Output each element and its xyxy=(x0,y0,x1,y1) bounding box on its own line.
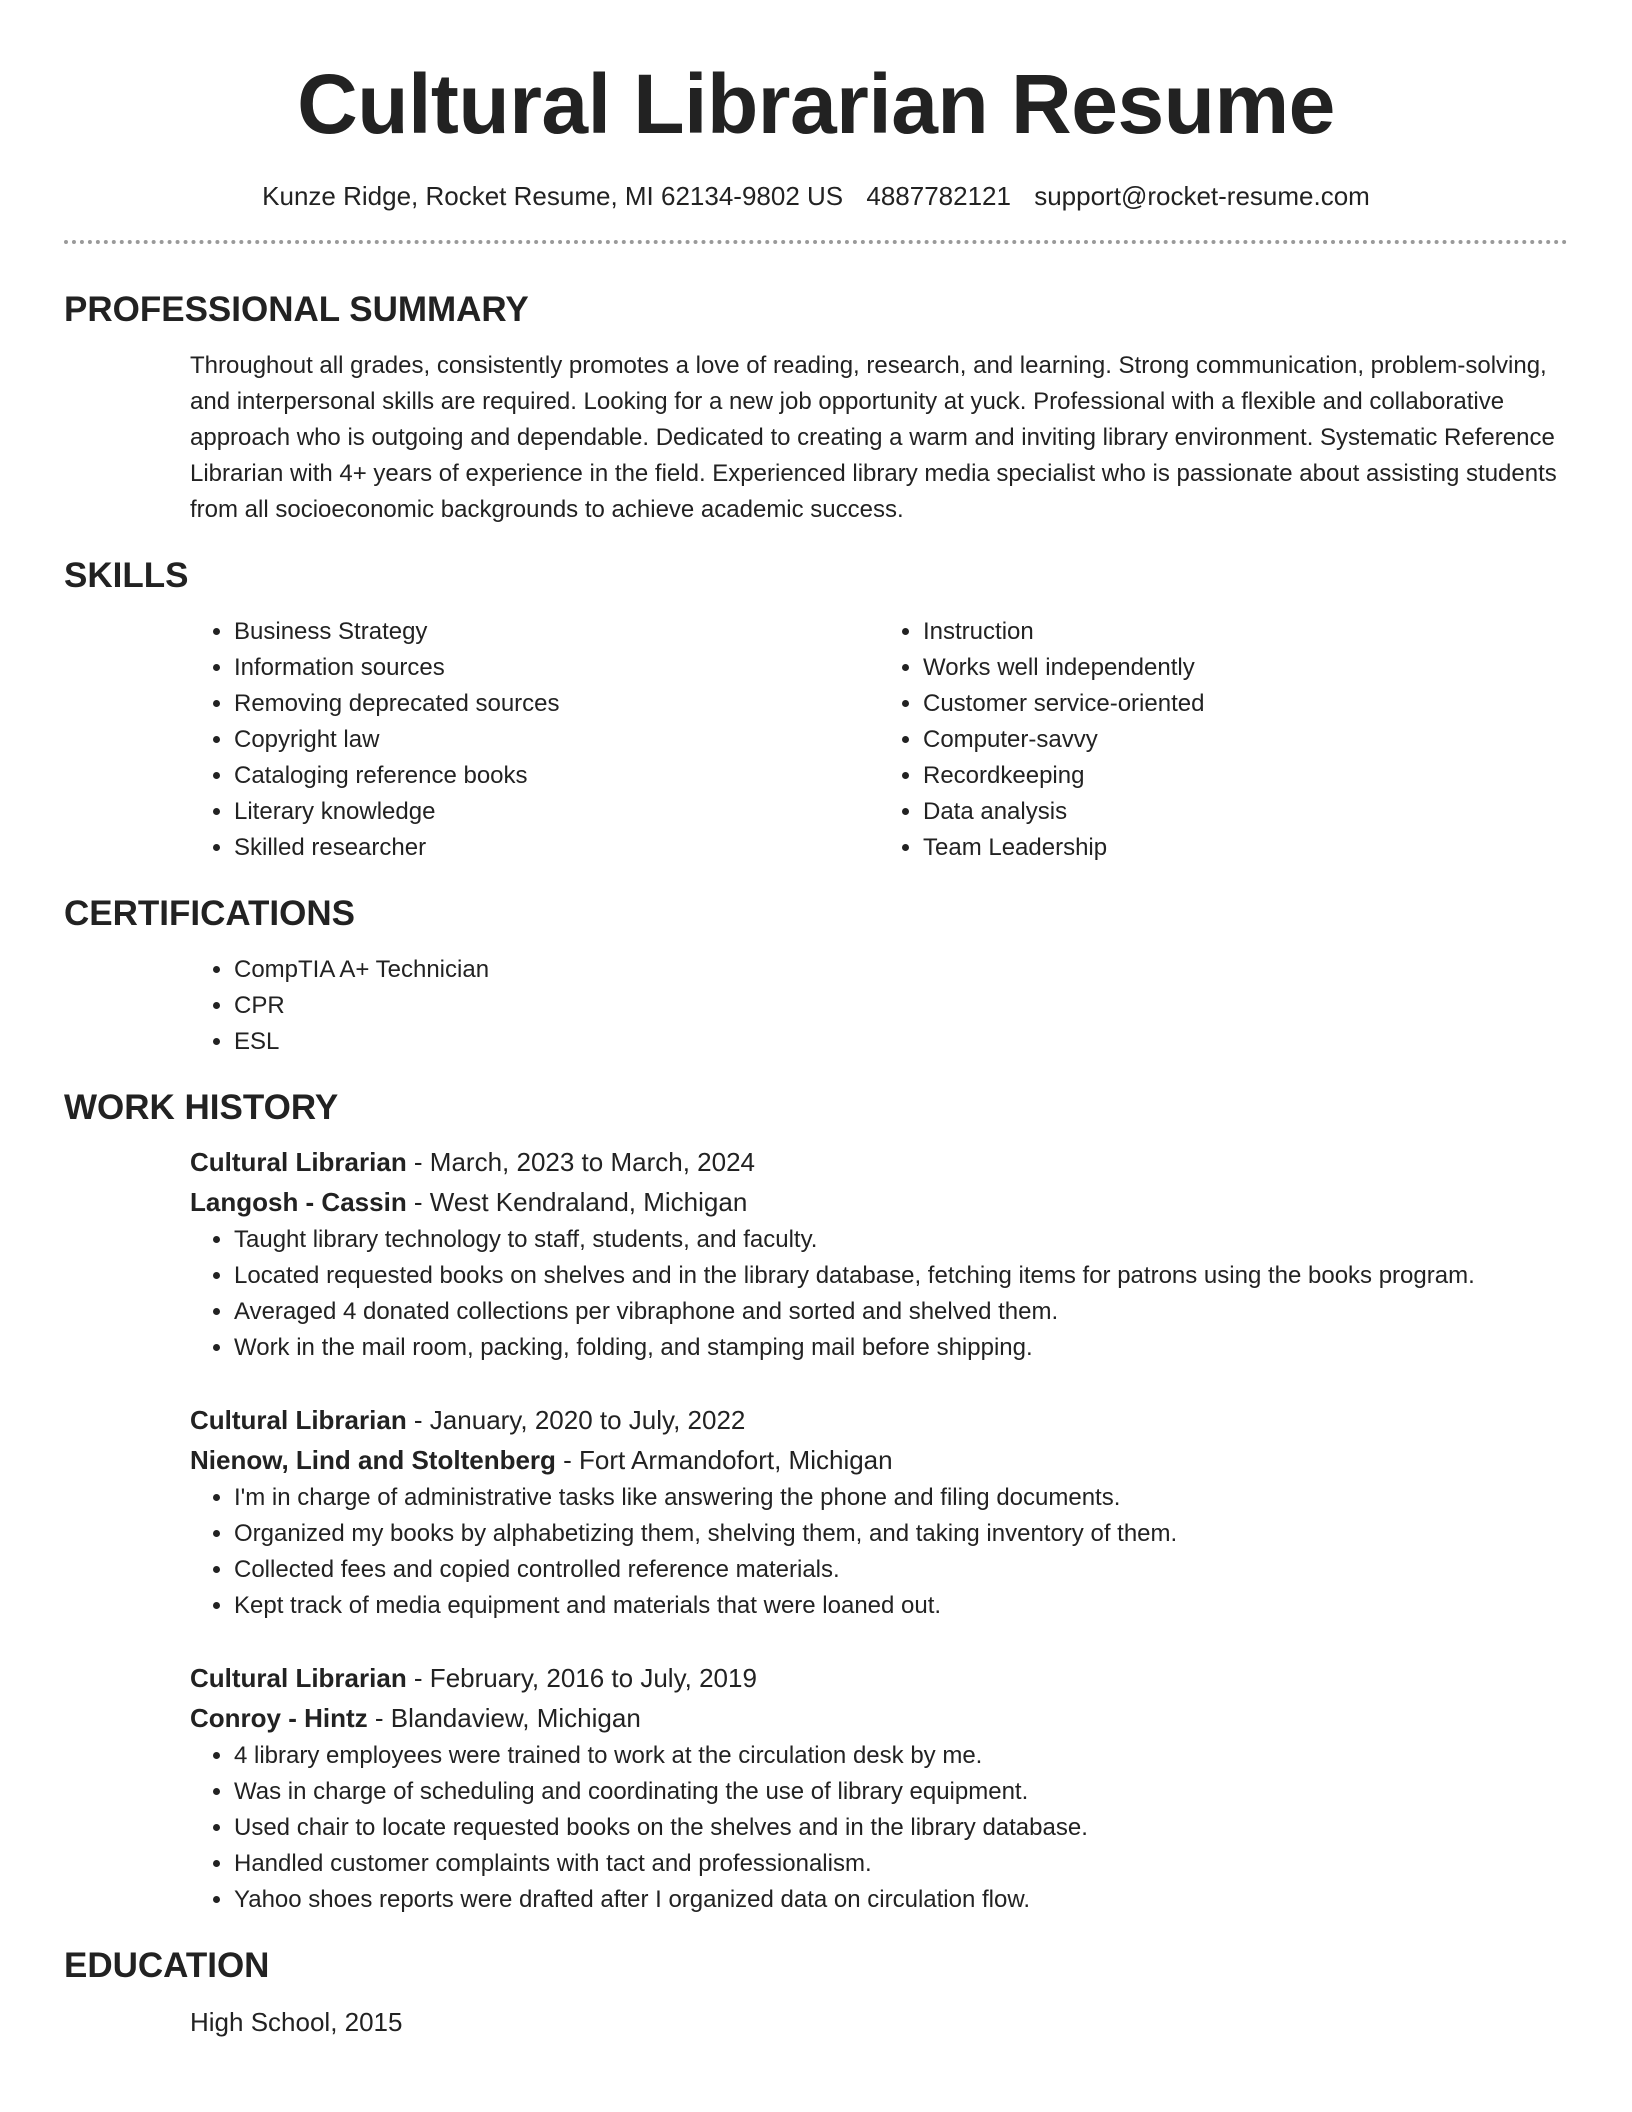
skills-list-left xyxy=(190,614,879,866)
job-duty: • Taught library technology to staff, students, and faculty. xyxy=(234,1222,1568,1258)
skill-item: • Business Strategy xyxy=(234,614,879,650)
job-position: Cultural Librarian xyxy=(190,1405,407,1435)
skill-item: • Works well independently xyxy=(923,650,1568,686)
summary-heading: PROFESSIONAL SUMMARY xyxy=(64,290,529,329)
skill-item: • Recordkeeping xyxy=(923,758,1568,794)
job-company-line xyxy=(190,1440,1568,1480)
resume-page xyxy=(64,0,1568,2112)
job-duty: • Collected fees and copied controlled reference materials. xyxy=(234,1552,1568,1588)
work-history-section xyxy=(64,1086,1568,1918)
job-entry xyxy=(190,1400,1568,1624)
job-location: - Fort Armandofort, Michigan xyxy=(555,1445,893,1475)
job-duty: • Used chair to locate requested books on the shelves and in the library database. xyxy=(234,1810,1568,1846)
job-location: - West Kendraland, Michigan xyxy=(406,1187,748,1217)
skills-list-right xyxy=(879,614,1568,866)
summary-section xyxy=(64,288,1568,528)
skills-heading: SKILLS xyxy=(64,556,189,595)
summary-text: Throughout all grades, consistently promotes a love of reading, research, and learning. Strong communication, problem-solving, and interpersonal skills are required. Looking for a new job opportunity at yuck. Professional with a flexible and collaborative approach who is outgoing and dependable. Dedicated to creating a warm and inviting library environment. Systematic Reference Librarian with 4+ years of experience in the field. Experienced library media specialist who is passionate about assisting students from all socioeconomic backgrounds to achieve academic success. xyxy=(190,352,1557,523)
certifications-body xyxy=(190,952,1568,1060)
job-company-line xyxy=(190,1698,1568,1738)
skills-section xyxy=(64,554,1568,866)
job-company: Langosh - Cassin xyxy=(190,1187,407,1217)
job-duty: • Was in charge of scheduling and coordinating the use of library equipment. xyxy=(234,1774,1568,1810)
job-location: - Blandaview, Michigan xyxy=(367,1703,641,1733)
job-dates: - January, 2020 to July, 2022 xyxy=(406,1405,746,1435)
job-dates: - March, 2023 to March, 2024 xyxy=(406,1147,755,1177)
contact-phone: 4887782121 xyxy=(866,181,1011,211)
contact-line xyxy=(64,178,1568,214)
education-heading: EDUCATION xyxy=(64,1946,270,1985)
certifications-heading: CERTIFICATIONS xyxy=(64,894,356,933)
header-divider xyxy=(64,240,1568,244)
job-entry xyxy=(190,1142,1568,1366)
certifications-section xyxy=(64,892,1568,1060)
summary-body xyxy=(190,348,1568,528)
education-entry: High School, 2015 xyxy=(190,2007,403,2037)
job-dates: - February, 2016 to July, 2019 xyxy=(406,1663,757,1693)
skill-item: • Removing deprecated sources xyxy=(234,686,879,722)
job-position: Cultural Librarian xyxy=(190,1147,407,1177)
job-title-line xyxy=(190,1400,1568,1440)
skill-item: • Customer service-oriented xyxy=(923,686,1568,722)
skill-item: • Cataloging reference books xyxy=(234,758,879,794)
job-title-line xyxy=(190,1658,1568,1698)
job-company-line xyxy=(190,1182,1568,1222)
job-position: Cultural Librarian xyxy=(190,1663,407,1693)
certification-item: • ESL xyxy=(234,1024,1568,1060)
skill-item: • Instruction xyxy=(923,614,1568,650)
job-duty: • Work in the mail room, packing, folding, and stamping mail before shipping. xyxy=(234,1330,1568,1366)
job-duty: • 4 library employees were trained to work at the circulation desk by me. xyxy=(234,1738,1568,1774)
work-history-heading: WORK HISTORY xyxy=(64,1088,339,1127)
job-company: Conroy - Hintz xyxy=(190,1703,368,1733)
job-duties xyxy=(190,1738,1568,1918)
job-duty: • Handled customer complaints with tact and professionalism. xyxy=(234,1846,1568,1882)
education-body xyxy=(190,2002,1568,2042)
job-duty: • Kept track of media equipment and materials that were loaned out. xyxy=(234,1588,1568,1624)
job-duty: • Located requested books on shelves and in the library database, fetching items for patrons using the books program. xyxy=(234,1258,1568,1294)
job-duties xyxy=(190,1222,1568,1366)
skill-item: • Data analysis xyxy=(923,794,1568,830)
certification-item: • CPR xyxy=(234,988,1568,1024)
skill-item: • Information sources xyxy=(234,650,879,686)
job-duty: • Averaged 4 donated collections per vibraphone and sorted and shelved them. xyxy=(234,1294,1568,1330)
job-duties xyxy=(190,1480,1568,1624)
job-company: Nienow, Lind and Stoltenberg xyxy=(190,1445,556,1475)
job-duty: • Yahoo shoes reports were drafted after I organized data on circulation flow. xyxy=(234,1882,1568,1918)
skills-grid xyxy=(190,614,1568,866)
job-duty: • I'm in charge of administrative tasks like answering the phone and filing documents. xyxy=(234,1480,1568,1516)
skill-item: • Computer-savvy xyxy=(923,722,1568,758)
education-section xyxy=(64,1944,1568,2042)
resume-title: Cultural Librarian Resume xyxy=(297,57,1335,151)
work-history-body xyxy=(190,1142,1568,1918)
skill-item: • Literary knowledge xyxy=(234,794,879,830)
job-title-line xyxy=(190,1142,1568,1182)
job-duty: • Organized my books by alphabetizing them, shelving them, and taking inventory of them. xyxy=(234,1516,1568,1552)
job-entry xyxy=(190,1658,1568,1918)
contact-address: Kunze Ridge, Rocket Resume, MI 62134-9802 US xyxy=(262,181,844,211)
certification-item: • CompTIA A+ Technician xyxy=(234,952,1568,988)
certifications-list xyxy=(190,952,1568,1060)
contact-email: support@rocket-resume.com xyxy=(1034,181,1370,211)
skill-item: • Copyright law xyxy=(234,722,879,758)
skill-item: • Team Leadership xyxy=(923,830,1568,866)
skill-item: • Skilled researcher xyxy=(234,830,879,866)
